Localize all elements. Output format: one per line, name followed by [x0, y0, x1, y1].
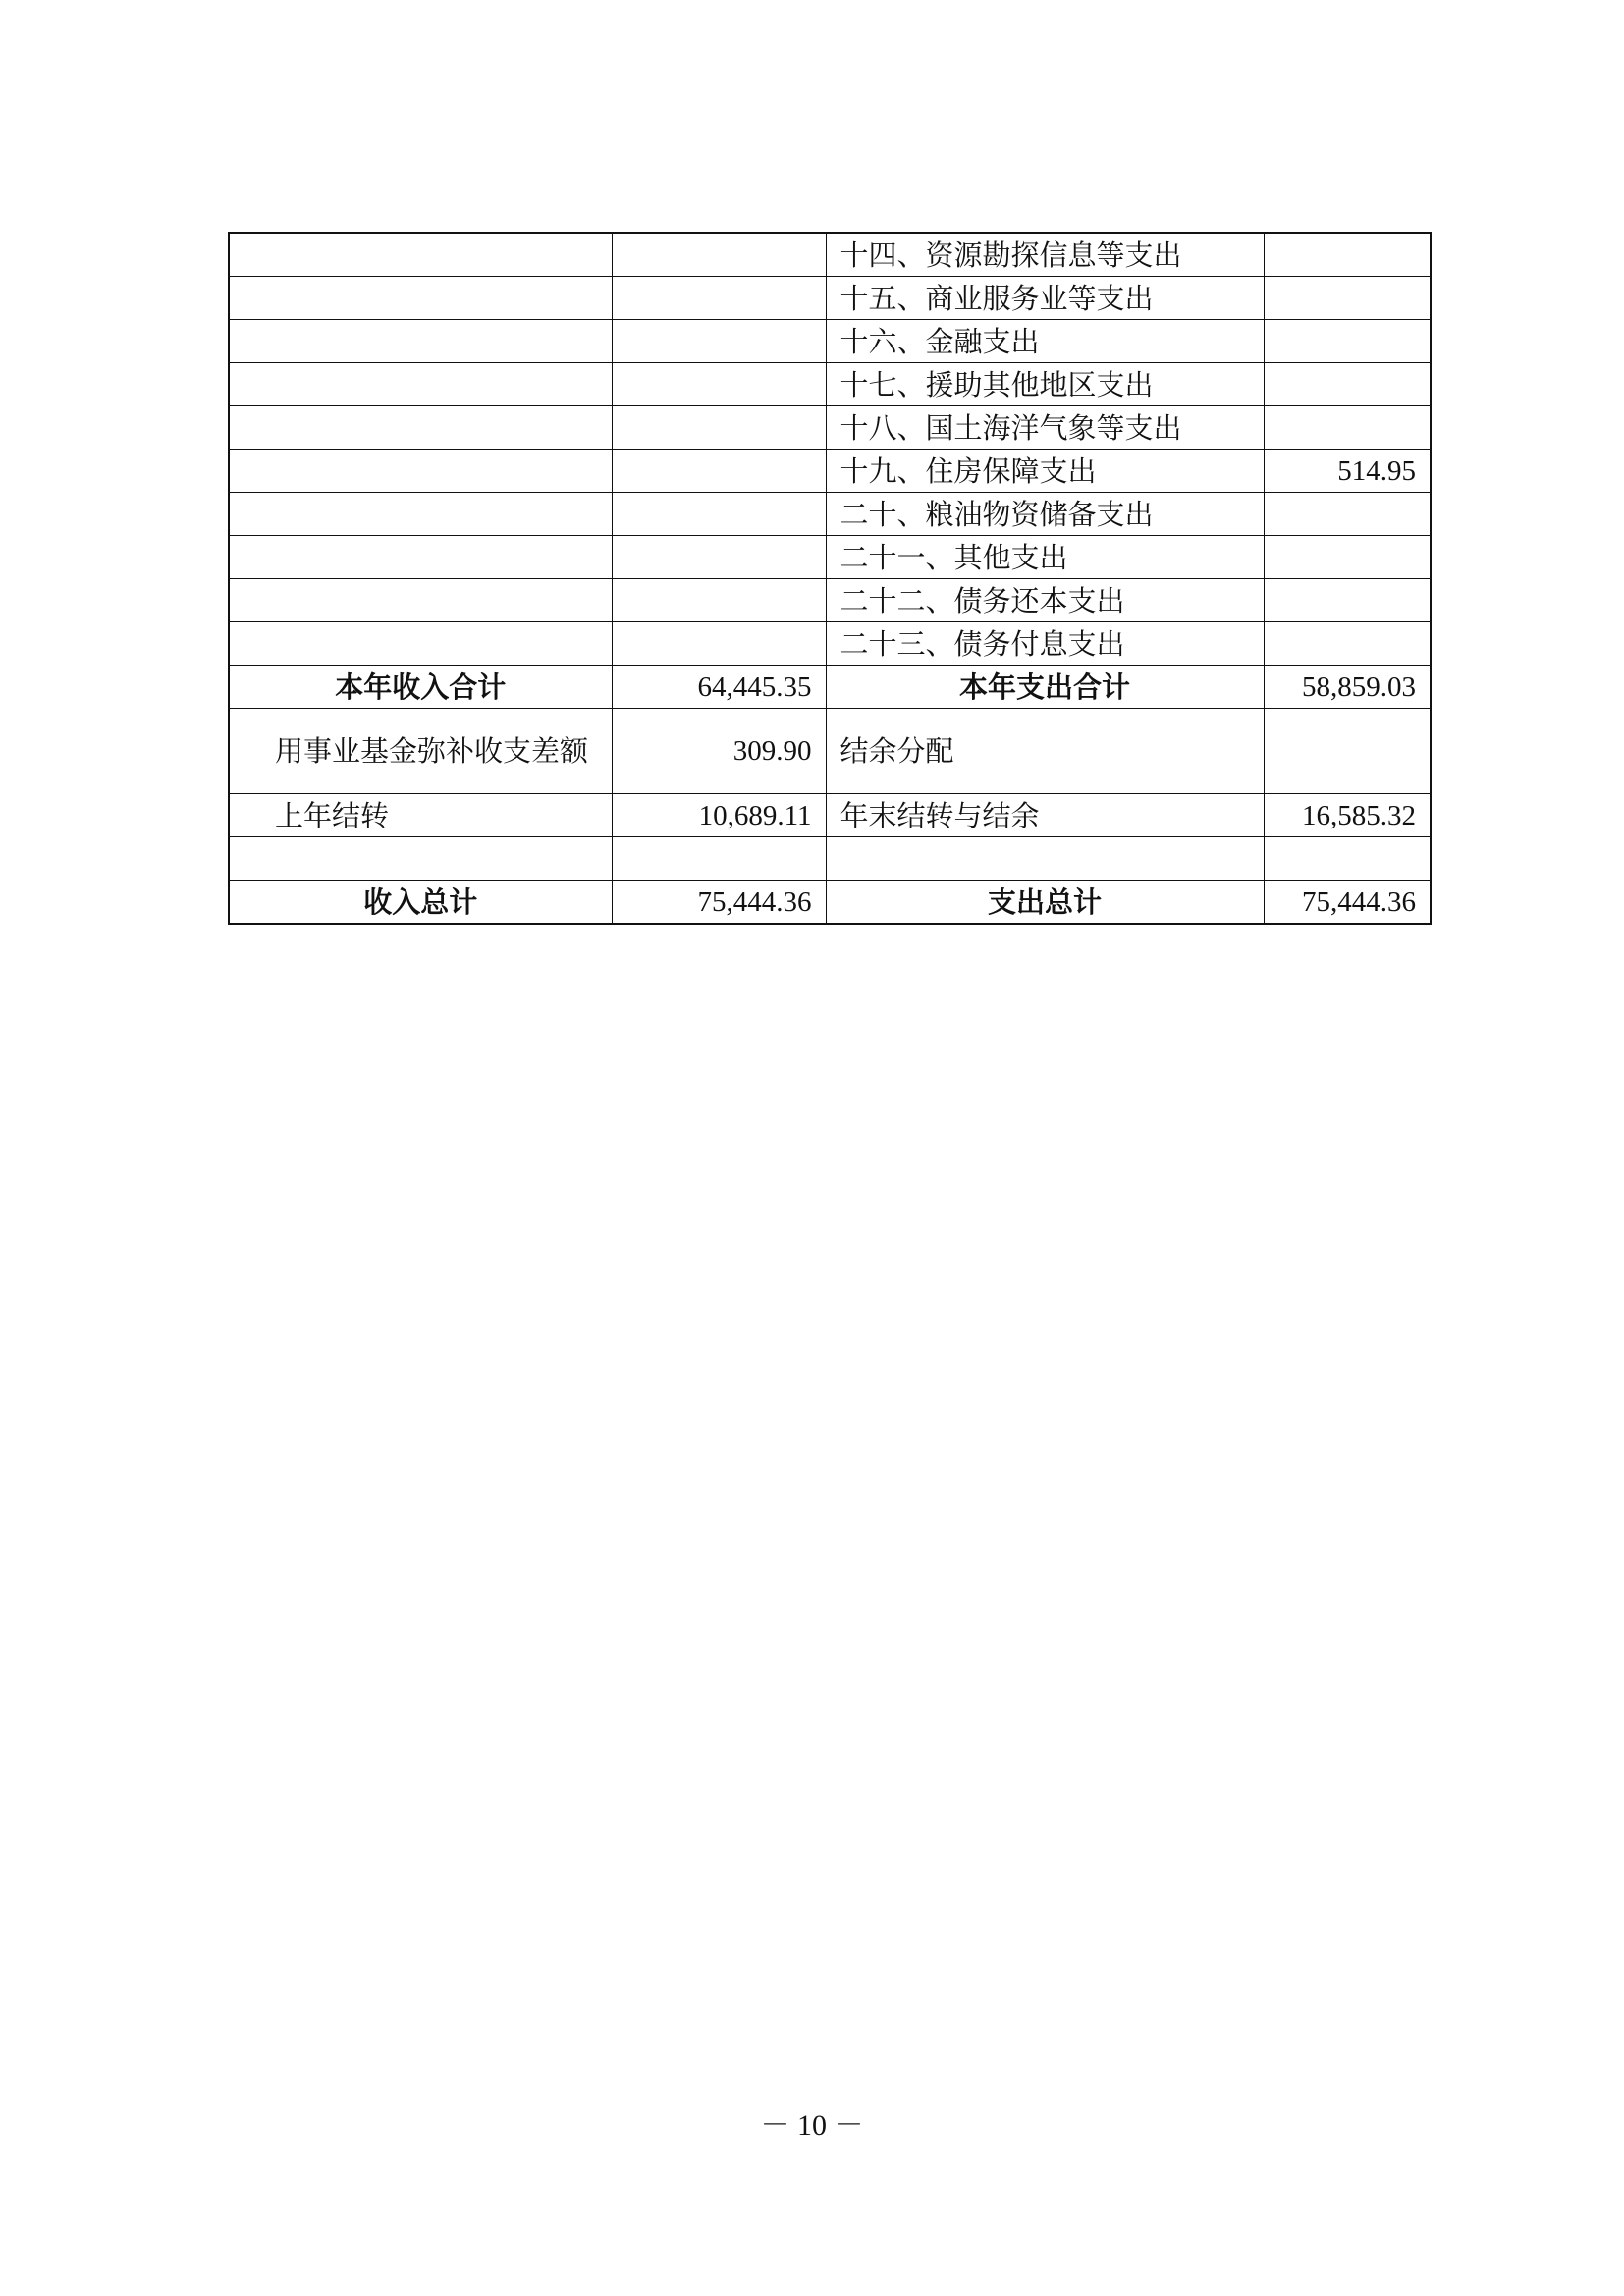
income-item-cell — [229, 493, 612, 536]
carryover-income-value: 10,689.11 — [612, 794, 826, 837]
income-item-cell — [229, 363, 612, 406]
table-row — [229, 320, 1431, 363]
income-total-value: 75,444.36 — [612, 881, 826, 925]
expense-value-cell — [1264, 363, 1431, 406]
fund-income-value: 309.90 — [612, 709, 826, 794]
income-value-cell — [612, 536, 826, 579]
income-subtotal-label: 本年收入合计 — [229, 666, 612, 709]
empty-row — [229, 837, 1431, 881]
income-item-cell — [229, 320, 612, 363]
expense-total-label: 支出总计 — [826, 881, 1264, 925]
expense-item-cell: 二十二、债务还本支出 — [826, 579, 1264, 622]
income-item-cell — [229, 450, 612, 493]
year-end-carryover-value: 16,585.32 — [1264, 794, 1431, 837]
expense-subtotal-value: 58,859.03 — [1264, 666, 1431, 709]
income-item-cell — [229, 622, 612, 666]
expense-item-cell: 十八、国土海洋气象等支出 — [826, 406, 1264, 450]
table-row — [229, 493, 1431, 536]
income-total-label: 收入总计 — [229, 881, 612, 925]
income-item-cell — [229, 233, 612, 277]
income-value-cell — [612, 363, 826, 406]
income-item-cell — [229, 536, 612, 579]
table-row — [229, 450, 1431, 493]
table-row — [229, 233, 1431, 277]
expense-item-cell: 十九、住房保障支出 — [826, 450, 1264, 493]
empty-cell — [1264, 837, 1431, 881]
income-item-cell — [229, 579, 612, 622]
page-number: － 10 － — [760, 2109, 864, 2142]
table-row — [229, 363, 1431, 406]
budget-table — [228, 232, 1432, 925]
income-value-cell — [612, 493, 826, 536]
fund-row — [229, 709, 1431, 794]
expense-item-cell: 二十一、其他支出 — [826, 536, 1264, 579]
expense-item-cell: 十四、资源勘探信息等支出 — [826, 233, 1264, 277]
expense-value-cell — [1264, 406, 1431, 450]
table-row — [229, 536, 1431, 579]
carryover-row — [229, 794, 1431, 837]
expense-value-cell — [1264, 233, 1431, 277]
expense-value-cell: 514.95 — [1264, 450, 1431, 493]
expense-item-cell: 十五、商业服务业等支出 — [826, 277, 1264, 320]
income-subtotal-value: 64,445.35 — [612, 666, 826, 709]
surplus-distribution-label: 结余分配 — [826, 709, 1264, 794]
income-value-cell — [612, 320, 826, 363]
income-item-cell — [229, 277, 612, 320]
table-row — [229, 277, 1431, 320]
year-end-carryover-label: 年末结转与结余 — [826, 794, 1264, 837]
empty-cell — [229, 837, 612, 881]
empty-cell — [612, 837, 826, 881]
income-value-cell — [612, 450, 826, 493]
table-row — [229, 622, 1431, 666]
empty-cell — [826, 837, 1264, 881]
income-value-cell — [612, 406, 826, 450]
expense-item-cell: 二十、粮油物资储备支出 — [826, 493, 1264, 536]
total-row — [229, 881, 1431, 925]
surplus-distribution-value — [1264, 709, 1431, 794]
fund-income-label: 用事业基金弥补收支差额 — [229, 709, 612, 794]
expense-subtotal-label: 本年支出合计 — [826, 666, 1264, 709]
subtotal-row — [229, 666, 1431, 709]
income-value-cell — [612, 622, 826, 666]
carryover-income-label: 上年结转 — [229, 794, 612, 837]
income-value-cell — [612, 233, 826, 277]
income-value-cell — [612, 277, 826, 320]
expense-total-value: 75,444.36 — [1264, 881, 1431, 925]
expense-item-cell: 十六、金融支出 — [826, 320, 1264, 363]
income-item-cell — [229, 406, 612, 450]
expense-value-cell — [1264, 622, 1431, 666]
income-value-cell — [612, 579, 826, 622]
expense-value-cell — [1264, 277, 1431, 320]
expense-item-cell: 十七、援助其他地区支出 — [826, 363, 1264, 406]
expense-item-cell: 二十三、债务付息支出 — [826, 622, 1264, 666]
expense-value-cell — [1264, 493, 1431, 536]
expense-value-cell — [1264, 536, 1431, 579]
table-row — [229, 579, 1431, 622]
table-row — [229, 406, 1431, 450]
expense-value-cell — [1264, 320, 1431, 363]
expense-value-cell — [1264, 579, 1431, 622]
